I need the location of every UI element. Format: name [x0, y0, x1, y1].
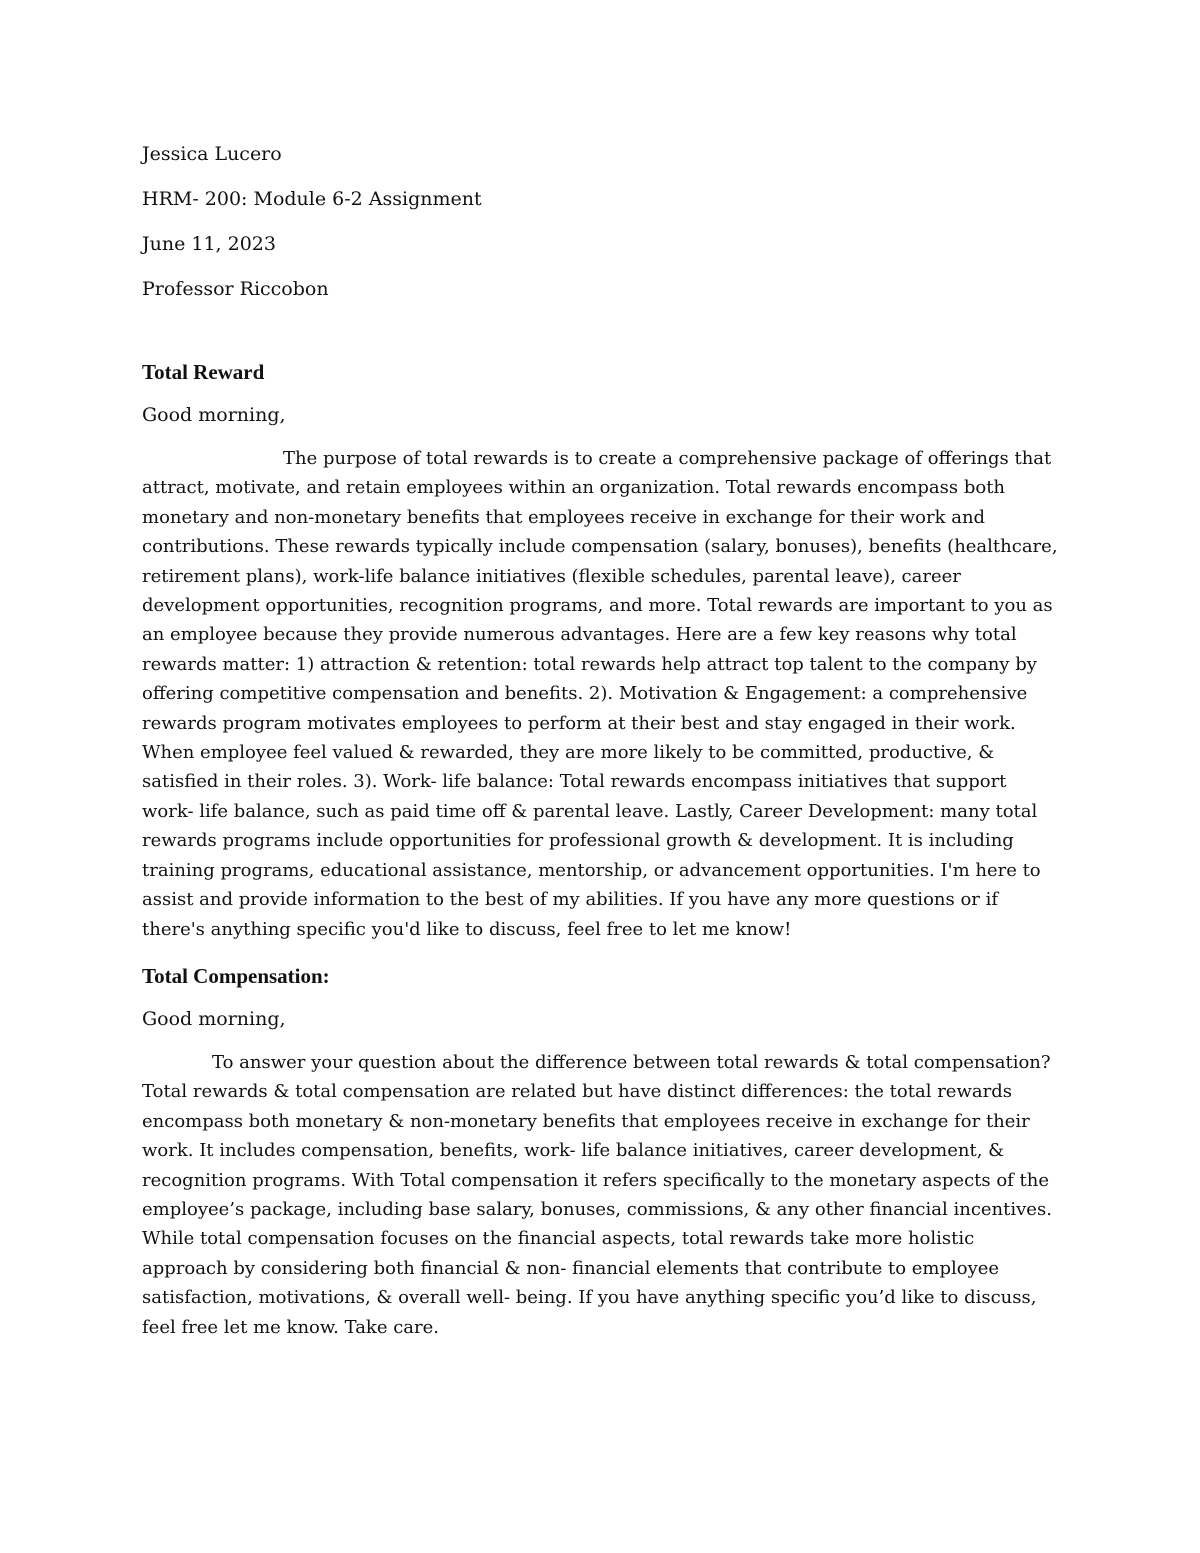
document-date: June 11, 2023: [142, 233, 276, 255]
paragraph-total-compensation: To answer your question about the difference between total rewards & total compensation? Total rewards & total compensation are related but have distinct differences: the total rewards encompass both monetary & non-monetary benefits that employees receive in exchange for their work. It includes compensation, benefits, work- life balance initiatives, career development, & recognition programs. With Total compensation it refers specifically to the monetary aspects of the employee’s package, including base salary, bonuses, commissions, & any other financial incentives. While total compensation focuses on the financial aspects, total rewards take more holistic approach by considering both financial & non- financial elements that contribute to employee satisfaction, motivations, & overall well- being. If you have anything specific you’d like to discuss, feel free let me know. Take care.: [142, 1051, 1052, 1338]
document-page: [142, 140, 1060, 1342]
section-title-total-reward: Total Reward: [142, 360, 265, 384]
course-title: HRM- 200: Module 6-2 Assignment: [142, 188, 482, 210]
section-total-compensation: [142, 962, 1060, 1342]
section-title-total-compensation: Total Compensation:: [142, 963, 330, 988]
author-name: Jessica Lucero: [142, 143, 282, 165]
greeting-total-reward: Good morning,: [142, 404, 286, 426]
professor-name: Professor Riccobon: [142, 278, 329, 300]
paragraph-total-reward: The purpose of total rewards is to create a comprehensive package of offerings that attract, motivate, and retain employees within an organization. Total rewards encompass both monetary and non-monetary benefits that employees receive in exchange for their work and contributions. These rewards typically include compensation (salary, bonuses), benefits (healthcare, retirement plans), work-life balance initiatives (flexible schedules, parental leave), career development opportunities, recognition programs, and more. Total rewards are important to you as an employee because they provide numerous advantages. Here are a few key reasons why total rewards matter: 1) attraction & retention: total rewards help attract top talent to the company by offering competitive compensation and benefits. 2). Motivation & Engagement: a comprehensive rewards program motivates employees to perform at their best and stay engaged in their work. When employee feel valued & rewarded, they are more likely to be committed, productive, & satisfied in their roles. 3). Work- life balance: Total rewards encompass initiatives that support work- life balance, such as paid time off & parental leave. Lastly, Career Development: many total rewards programs include opportunities for professional growth & development. It is including training programs, educational assistance, mentorship, or advancement opportunities. I'm here to assist and provide information to the best of my abilities. If you have any more questions or if there's anything specific you'd like to discuss, feel free to let me know!: [142, 448, 1058, 940]
document-header: [142, 140, 1060, 303]
section-total-reward: [142, 358, 1060, 944]
greeting-total-compensation: Good morning,: [142, 1007, 286, 1030]
